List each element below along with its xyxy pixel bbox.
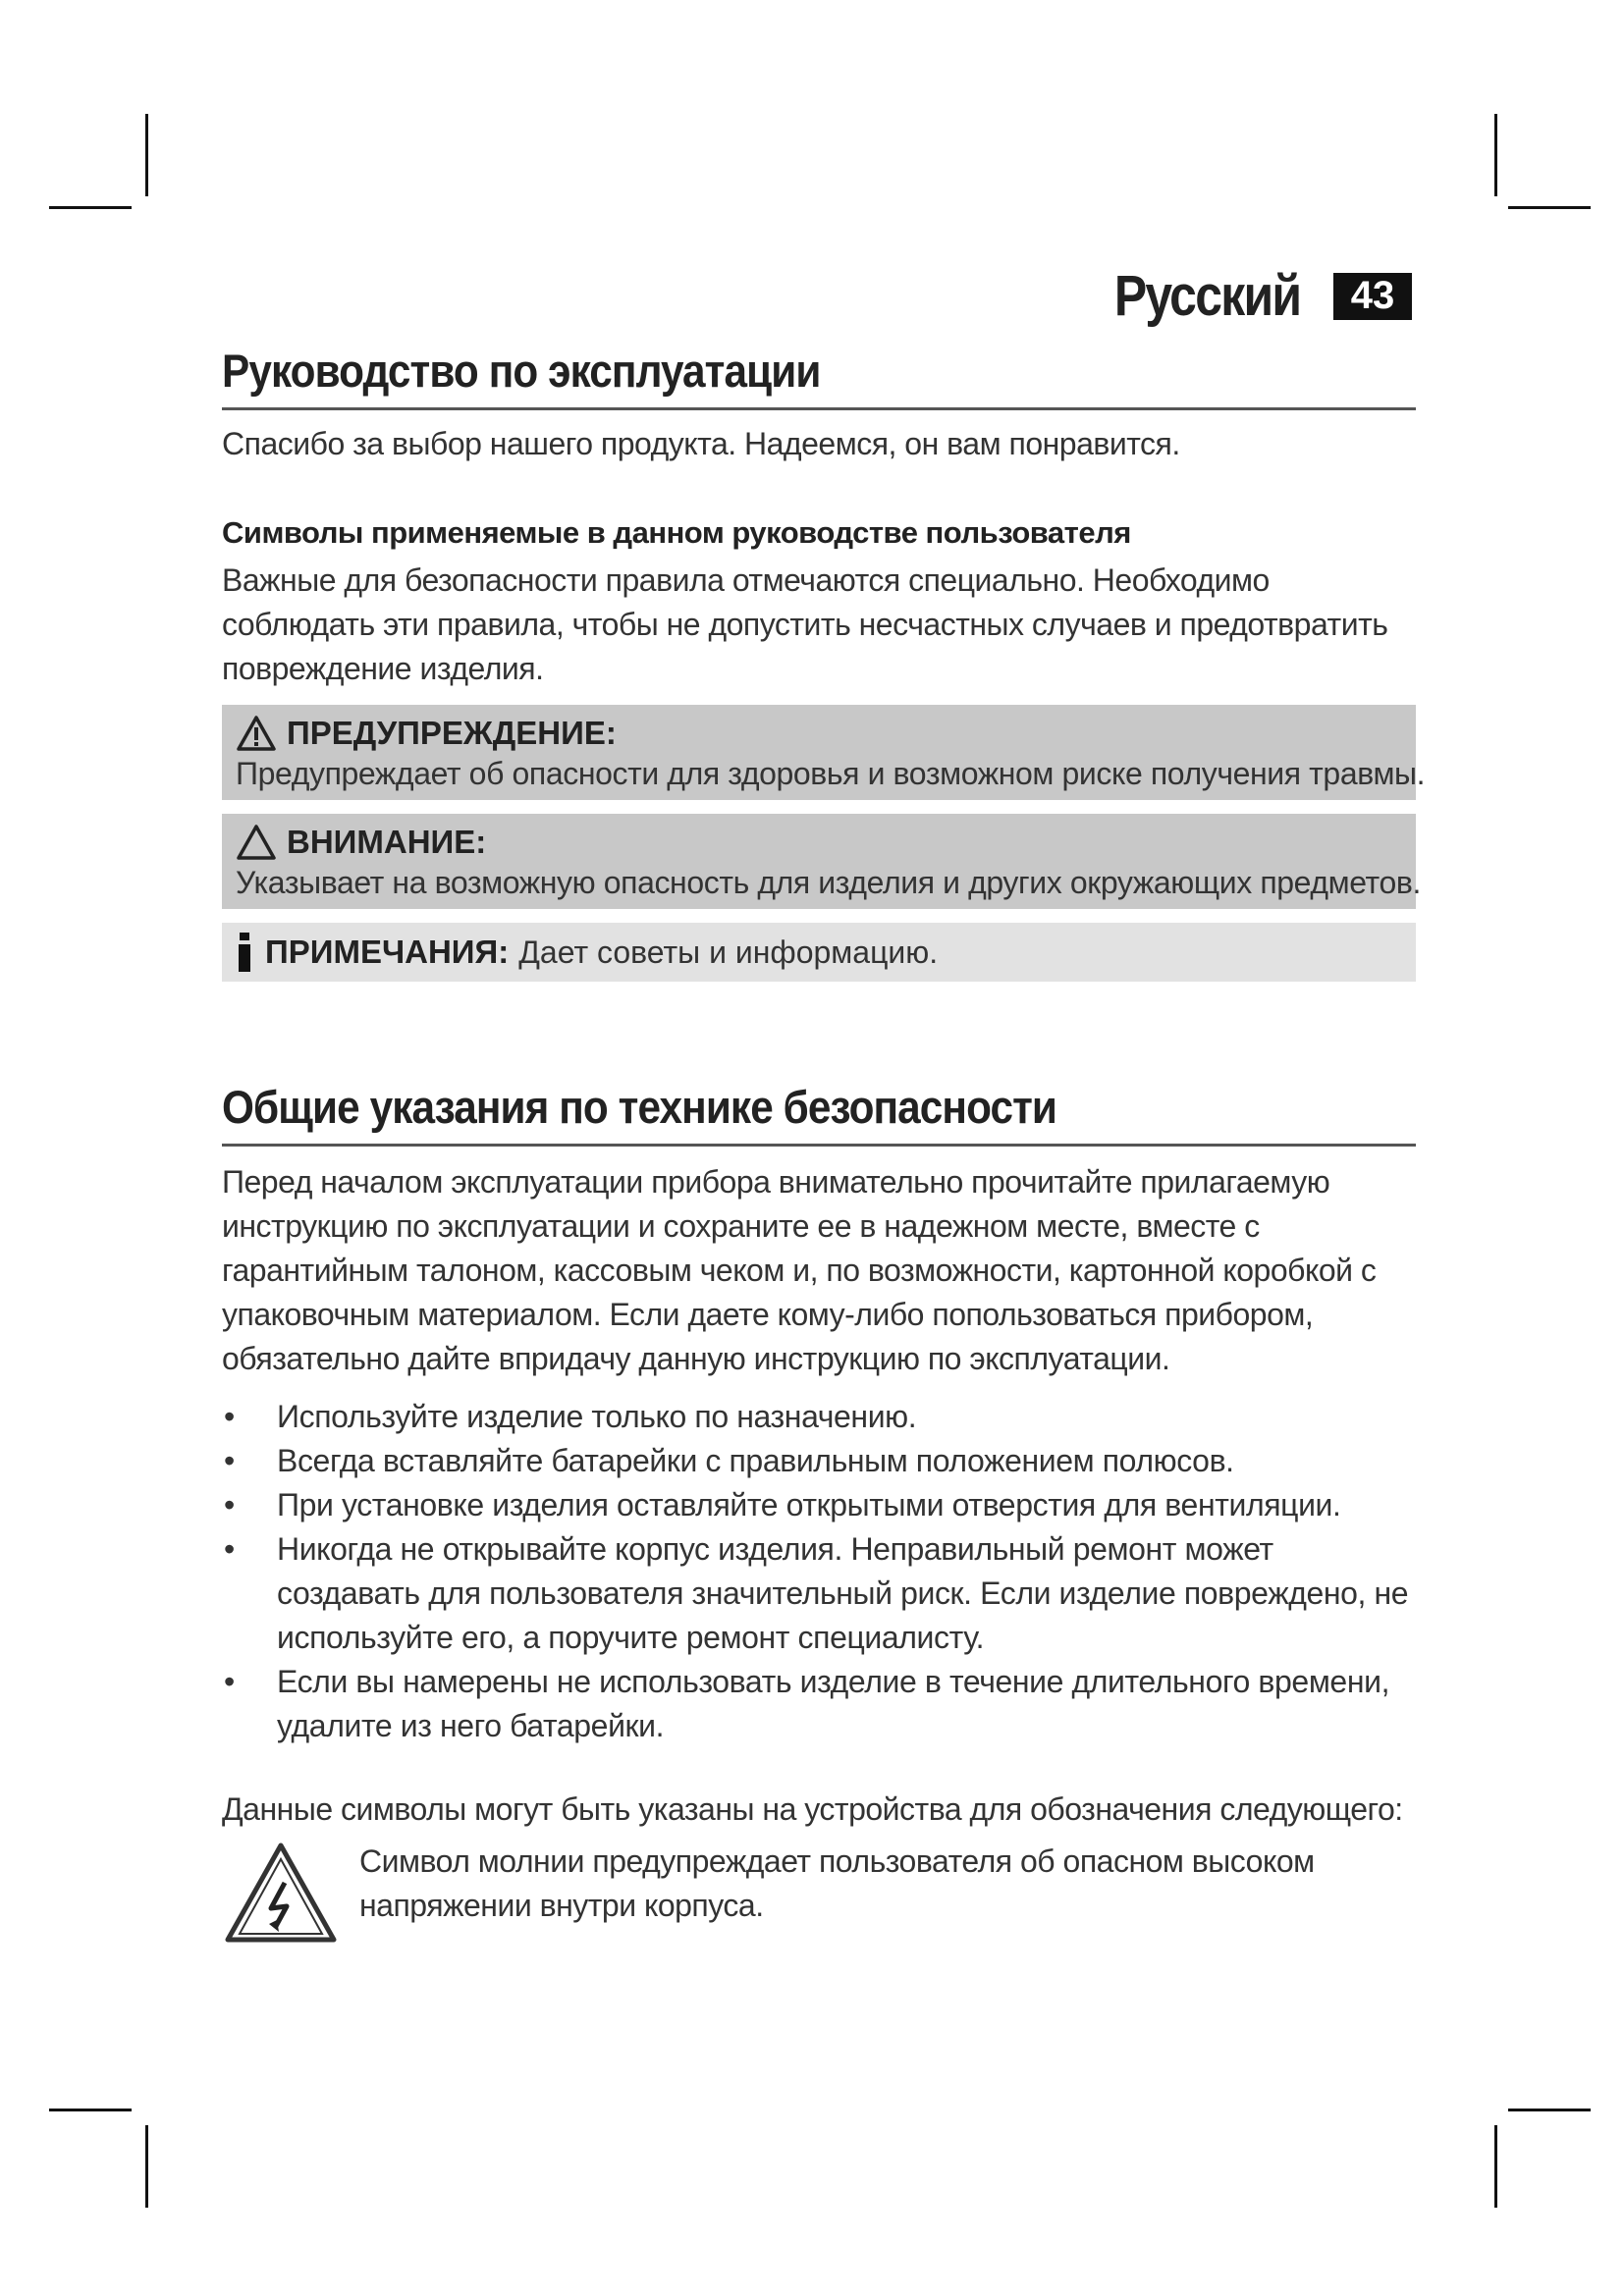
crop-mark [1508, 206, 1591, 209]
symbols-text: Важные для безопасности правила отмечаются специально. Необходимо соблюдать эти правила, чтобы не допустить несчастных случаев и предотвратить повреждение изделия. [222, 562, 1388, 686]
crop-mark [145, 2125, 148, 2208]
crop-mark [49, 2109, 132, 2111]
warning-label: ПРЕДУПРЕЖДЕНИЕ: [287, 715, 617, 751]
bullet: • [224, 1531, 235, 1567]
symbols-intro-text: Данные символы могут быть указаны на устройства для обозначения следующего: [222, 1791, 1403, 1827]
page-number: 43 [1333, 273, 1412, 320]
section-title: Общие указания по технике безопасности [222, 1081, 1057, 1133]
page-header [1084, 263, 1412, 329]
caution-box [222, 814, 1421, 909]
bullet: • [224, 1487, 235, 1522]
caution-text: Указывает на возможную опасность для изделия и других окружающих предметов. [236, 865, 1421, 900]
crop-mark [1508, 2109, 1591, 2111]
intro-text: Спасибо за выбор нашего продукта. Надеемся, он вам понравится. [222, 426, 1180, 461]
crop-mark [49, 206, 132, 209]
list-item: • Используйте изделие только по назначению. [222, 1395, 1416, 1439]
safety-bullet-list [222, 1395, 1416, 1748]
section-title: Руководство по эксплуатации [222, 345, 821, 397]
crop-mark [1494, 2125, 1497, 2208]
divider [222, 407, 1416, 410]
warning-triangle-icon [236, 715, 277, 752]
list-item: • Всегда вставляйте батарейки с правильным положением полюсов. [222, 1439, 1416, 1483]
note-label: ПРИМЕЧАНИЯ: [265, 934, 510, 970]
list-item: • Никогда не открывайте корпус изделия. Неправильный ремонт может создавать для пользователя значительный риск. Если изделие повреждено, не используйте его, а поручите ремонт специалисту. [222, 1527, 1416, 1660]
caution-triangle-icon [236, 824, 277, 861]
caution-label: ВНИМАНИЕ: [287, 824, 487, 860]
symbols-heading: Символы применяемые в данном руководстве пользователя [222, 515, 1131, 550]
divider [222, 1144, 1416, 1147]
high-voltage-icon [222, 1840, 359, 1950]
crop-mark [145, 114, 148, 196]
note-box [222, 923, 1416, 982]
bullet: • [224, 1664, 235, 1699]
warning-text: Предупреждает об опасности для здоровья и возможном риске получения травмы. [236, 756, 1426, 791]
note-text: Дает советы и информацию. [518, 934, 939, 970]
safety-intro-text: Перед началом эксплуатации прибора внимательно прочитайте прилагаемую инструкцию по эксплуатации и сохраните ее в надежном месте, вместе с гарантийным талоном, кассовым чеком и, по возможности, картонной коробкой с упаковочным материалом. Если даете кому-либо попользоваться прибором, обязательно дайте впридачу данную инструкцию по эксплуатации. [222, 1164, 1377, 1376]
section-manual [222, 344, 1426, 982]
bullet: • [224, 1443, 235, 1478]
lightning-symbol-row [222, 1840, 1416, 1950]
crop-mark [1494, 114, 1497, 196]
lightning-text: Символ молнии предупреждает пользователя об опасном высоком напряжении внутри корпуса. [359, 1843, 1315, 1923]
info-icon [236, 933, 253, 972]
language-title: Русский [1113, 264, 1300, 328]
list-item: • Если вы намерены не использовать изделие в течение длительного времени, удалите из него батарейки. [222, 1660, 1416, 1748]
section-safety [222, 1080, 1416, 1950]
list-item: • При установке изделия оставляйте открытыми отверстия для вентиляции. [222, 1483, 1416, 1527]
warning-box [222, 705, 1426, 800]
bullet: • [224, 1399, 235, 1434]
